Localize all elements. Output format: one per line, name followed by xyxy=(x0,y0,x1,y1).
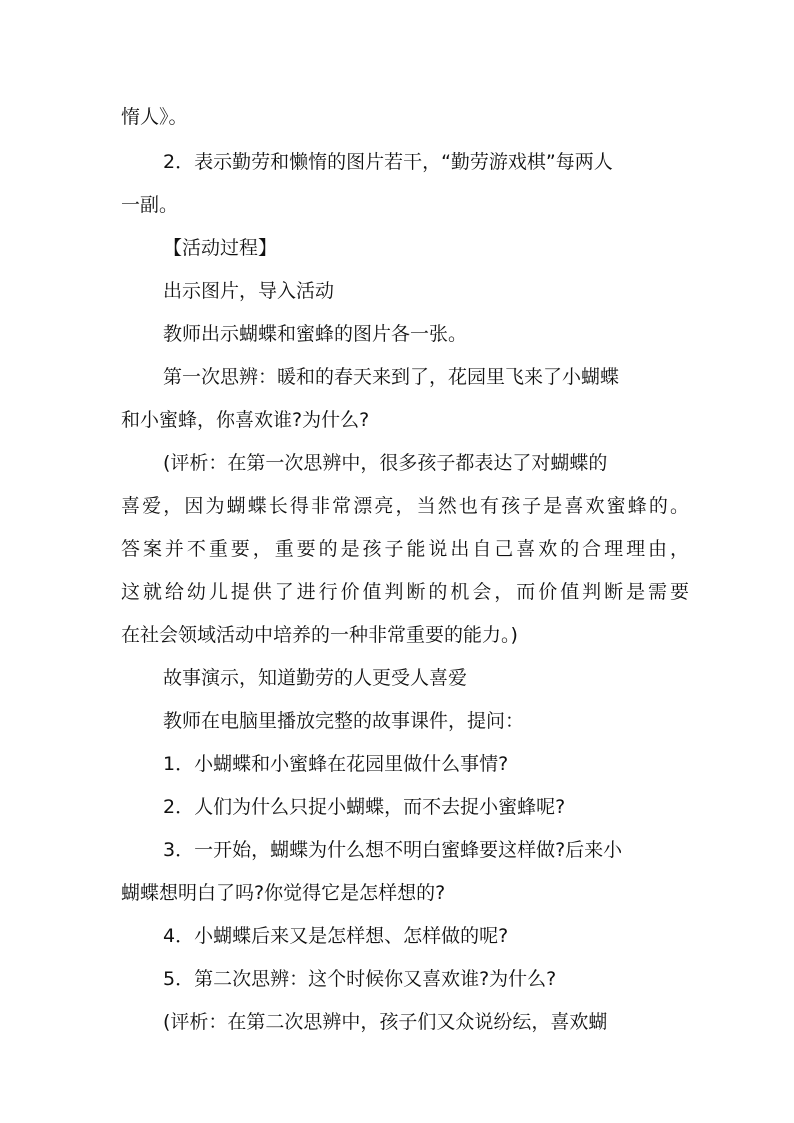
text-line: (评析：在第一次思辨中，很多孩子都表达了对蝴蝶的 xyxy=(163,452,608,474)
text-line: 答案并不重要，重要的是孩子能说出自己喜欢的合理理由， xyxy=(121,538,689,560)
text-line: (评析：在第二次思辨中，孩子们又众说纷纭，喜欢蝴 xyxy=(163,1011,608,1033)
text-line: 和小蜜蜂，你喜欢谁?为什么? xyxy=(121,409,370,431)
text-line: 教师在电脑里播放完整的故事课件，提问： xyxy=(163,710,525,732)
question-item: 2．人们为什么只捉小蝴蝶，而不去捉小蜜蜂呢? xyxy=(163,796,566,818)
text-line: 惰人》。 xyxy=(121,106,188,128)
text-line: 2．表示勤劳和懒惰的图片若干，“勤劳游戏棋”每两人 xyxy=(163,151,613,173)
question-item: 3．一开始，蝴蝶为什么想不明白蜜蜂要这样做?后来小 xyxy=(163,839,623,861)
question-item: 5．第二次思辨：这个时候你又喜欢谁?为什么? xyxy=(163,968,557,990)
text-line: 在社会领域活动中培养的一种非常重要的能力。) xyxy=(121,624,518,646)
subsection-heading: 出示图片，导入活动 xyxy=(163,280,335,302)
subsection-heading: 故事演示，知道勤劳的人更受人喜爱 xyxy=(163,667,468,689)
text-line: 教师出示蝴蝶和蜜蜂的图片各一张。 xyxy=(163,323,468,345)
text-line: 这就给幼儿提供了进行价值判断的机会，而价值判断是需要 xyxy=(121,581,689,603)
text-line: 第一次思辨：暖和的春天来到了，花园里飞来了小蝴蝶 xyxy=(163,366,620,388)
question-item: 4．小蝴蝶后来又是怎样想、怎样做的呢? xyxy=(163,925,509,947)
section-heading: 【活动过程】 xyxy=(163,237,278,259)
text-line: 一副。 xyxy=(121,194,179,216)
question-item: 1．小蝴蝶和小蜜蜂在花园里做什么事情? xyxy=(163,753,509,775)
text-line: 喜爱，因为蝴蝶长得非常漂亮，当然也有孩子是喜欢蜜蜂的。 xyxy=(121,495,689,517)
question-item-continued: 蝴蝶想明白了吗?你觉得它是怎样想的? xyxy=(121,882,446,904)
